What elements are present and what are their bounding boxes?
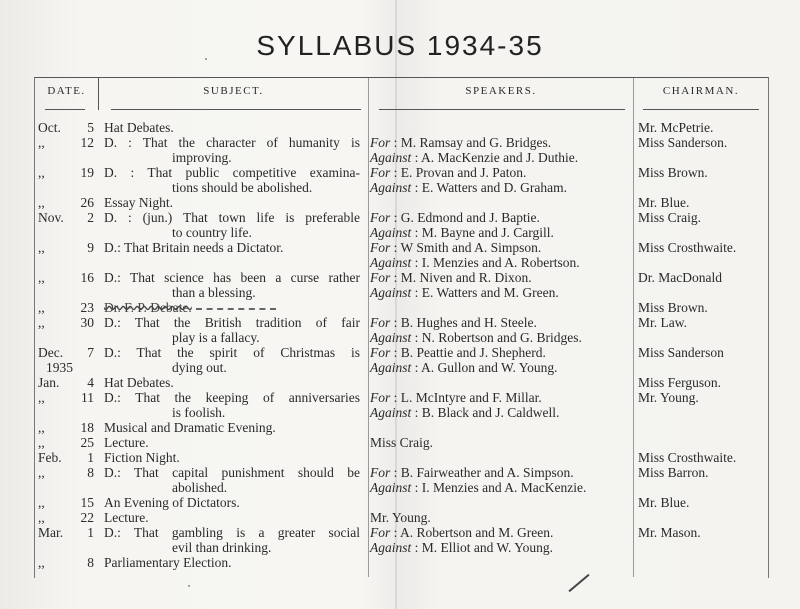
date-month: ,, — [38, 135, 45, 150]
header-chairman: CHAIRMAN. — [662, 85, 740, 97]
speaker-against — [370, 180, 630, 195]
header-speakers: SPEAKERS. — [465, 85, 537, 97]
date-month: ,, — [38, 420, 45, 435]
subject-line: Parliamentary Election. — [104, 555, 232, 570]
subject-line: improving. — [172, 150, 232, 165]
date-day: 25 — [80, 435, 94, 450]
chairman-cell: Mr. Young. — [638, 390, 699, 405]
subject-cell — [104, 165, 360, 195]
date-cell — [38, 555, 94, 570]
subject-cell — [104, 510, 360, 525]
speaker-for — [370, 210, 630, 225]
for-colon: : — [390, 270, 401, 285]
against-label: Against — [370, 285, 412, 300]
date-month: ,, — [38, 270, 45, 285]
subject-line: Lecture. — [104, 510, 149, 525]
subject-line: evil than drinking. — [172, 540, 272, 555]
speaker-for — [370, 165, 630, 180]
date-cell — [38, 315, 94, 330]
column-divider — [368, 78, 369, 577]
date-cell — [38, 420, 94, 435]
against-label: Against — [370, 405, 412, 420]
date-cell — [38, 210, 94, 225]
for-colon: : — [390, 315, 401, 330]
against-label: Against — [370, 180, 412, 195]
subject-cell — [104, 390, 360, 420]
chairman-cell: Miss Crosthwaite. — [638, 240, 737, 255]
year-note: 1935 — [46, 360, 73, 375]
speaker-for — [370, 525, 630, 540]
subject-cell — [104, 195, 360, 210]
header-subject: SUBJECT. — [203, 85, 264, 97]
date-cell — [38, 240, 94, 255]
chairman-cell: Miss Barron. — [638, 465, 709, 480]
chairman-cell: Miss Sanderson. — [638, 135, 728, 150]
for-label: For — [370, 465, 391, 480]
for-colon: : — [390, 210, 401, 225]
chairman-cell: Mr. Blue. — [638, 195, 690, 210]
subject-line: abolished. — [172, 480, 228, 495]
date-month: ,, — [38, 165, 45, 180]
subject-line: Essay Night. — [104, 195, 173, 210]
date-day: 16 — [80, 270, 94, 285]
subject-cell — [104, 420, 360, 435]
subject-line: Lecture. — [104, 435, 149, 450]
speaker-against — [370, 150, 630, 165]
subject-line: D.: That the keeping of anniversaries — [104, 390, 360, 405]
against-names: B. Black and J. Caldwell. — [421, 405, 560, 420]
speaker-against — [370, 255, 630, 270]
chairman-cell: Miss Brown. — [638, 300, 708, 315]
subject-cell — [104, 135, 360, 165]
for-label: For — [370, 240, 391, 255]
subject-line: Musical and Dramatic Evening. — [104, 420, 276, 435]
subject-line: An Evening of Dictators. — [104, 495, 240, 510]
for-label: For — [370, 210, 391, 225]
speaker-against — [370, 360, 630, 375]
subject-line: Hat Debates. — [104, 120, 174, 135]
chairman-cell: Mr. McPetrie. — [638, 120, 714, 135]
date-cell — [38, 525, 94, 540]
date-month: ,, — [38, 495, 45, 510]
subject-line: D.: That the spirit of Christmas is — [104, 345, 360, 360]
date-month: Dec. — [38, 345, 64, 360]
chairman-cell: Mr. Blue. — [638, 495, 690, 510]
date-month: ,, — [38, 240, 45, 255]
against-names: A. MacKenzie and J. Duthie. — [421, 150, 579, 165]
for-label: For — [370, 525, 391, 540]
for-names: G. Edmond and J. Baptie. — [400, 210, 540, 225]
chairman-cell: Miss Craig. — [638, 210, 702, 225]
date-cell — [38, 510, 94, 525]
against-colon: : — [411, 180, 422, 195]
against-colon: : — [411, 405, 422, 420]
date-day: 1 — [87, 525, 94, 540]
against-names: I. Menzies and A. MacKenzie. — [421, 480, 587, 495]
against-names: I. Menzies and A. Robertson. — [421, 255, 580, 270]
paper-speck — [205, 58, 207, 60]
date-cell — [38, 165, 94, 180]
against-label: Against — [370, 225, 412, 240]
speaker-for — [370, 345, 630, 360]
date-cell — [38, 375, 94, 390]
subject-line: is foolish. — [172, 405, 226, 420]
subject-line: tions should be abolished. — [172, 180, 313, 195]
speaker-lecturer: Mr. Young. — [370, 510, 431, 525]
subject-line: D. : That public competitive examina- — [104, 165, 360, 180]
subject-cell — [104, 300, 360, 315]
column-divider — [633, 78, 634, 577]
date-cell — [38, 450, 94, 465]
for-colon: : — [390, 525, 401, 540]
against-colon: : — [411, 330, 422, 345]
speaker-against — [370, 480, 630, 495]
against-names: E. Watters and D. Graham. — [421, 180, 568, 195]
subject-cell — [104, 465, 360, 495]
subject-line: to country life. — [172, 225, 252, 240]
chairman-cell: Miss Brown. — [638, 165, 708, 180]
header-underline — [379, 109, 625, 110]
chairman-cell: Mr. Law. — [638, 315, 687, 330]
date-day: 9 — [87, 240, 94, 255]
chairman-cell: Dr. MacDonald — [638, 270, 722, 285]
against-colon: : — [411, 360, 422, 375]
date-cell — [38, 435, 94, 450]
date-day: 22 — [80, 510, 94, 525]
subject-cell — [104, 270, 360, 300]
against-names: M. Elliot and W. Young. — [421, 540, 554, 555]
date-month: Jan. — [38, 375, 60, 390]
subject-cell — [104, 435, 360, 450]
subject-line: D.: That the British tradition of fair — [104, 315, 360, 330]
date-month: ,, — [38, 300, 45, 315]
for-colon: : — [390, 345, 401, 360]
for-label: For — [370, 135, 391, 150]
date-month: ,, — [38, 510, 45, 525]
against-names: A. Gullon and W. Young. — [421, 360, 558, 375]
date-day: 26 — [80, 195, 94, 210]
date-month: Oct. — [38, 120, 61, 135]
speaker-for — [370, 135, 630, 150]
against-label: Against — [370, 480, 412, 495]
against-colon: : — [411, 255, 422, 270]
subject-cell — [104, 210, 360, 240]
for-label: For — [370, 345, 391, 360]
date-month: ,, — [38, 390, 45, 405]
against-label: Against — [370, 330, 412, 345]
date-month: Mar. — [38, 525, 64, 540]
date-day: 18 — [80, 420, 94, 435]
subject-line: dying out. — [172, 360, 227, 375]
against-colon: : — [411, 285, 422, 300]
date-day: 15 — [80, 495, 94, 510]
subject-cell — [104, 120, 360, 135]
date-cell — [38, 135, 94, 150]
date-day: 8 — [87, 555, 94, 570]
for-label: For — [370, 315, 391, 330]
speaker-for — [370, 315, 630, 330]
strike-dash — [196, 308, 276, 310]
for-names: W Smith and A. Simpson. — [400, 240, 542, 255]
against-label: Against — [370, 150, 412, 165]
for-colon: : — [390, 165, 401, 180]
against-names: E. Watters and M. Green. — [421, 285, 559, 300]
for-names: E. Provan and J. Paton. — [400, 165, 527, 180]
for-names: M. Ramsay and G. Bridges. — [400, 135, 552, 150]
for-names: B. Hughes and H. Steele. — [400, 315, 537, 330]
for-names: B. Fairweather and A. Simpson. — [400, 465, 574, 480]
date-day: 5 — [87, 120, 94, 135]
against-colon: : — [411, 150, 422, 165]
against-names: N. Robertson and G. Bridges. — [421, 330, 582, 345]
against-label: Against — [370, 540, 412, 555]
header-underline — [45, 109, 85, 110]
date-day: 11 — [81, 390, 94, 405]
subject-line: play is a fallacy. — [172, 330, 260, 345]
date-month: ,, — [38, 555, 45, 570]
date-cell — [38, 120, 94, 135]
against-label: Against — [370, 360, 412, 375]
subject-cell — [104, 495, 360, 510]
date-day: 2 — [87, 210, 94, 225]
subject-line: than a blessing. — [172, 285, 256, 300]
subject-line: D.: That capital punishment should be — [104, 465, 360, 480]
speaker-for — [370, 390, 630, 405]
for-colon: : — [390, 390, 401, 405]
speaker-for — [370, 240, 630, 255]
chairman-cell: Mr. Mason. — [638, 525, 701, 540]
against-label: Against — [370, 255, 412, 270]
date-day: 19 — [80, 165, 94, 180]
chairman-cell: Miss Crosthwaite. — [638, 450, 737, 465]
chairman-cell: Miss Sanderson — [638, 345, 724, 360]
subject-line: Fiction Night. — [104, 450, 180, 465]
for-label: For — [370, 390, 391, 405]
for-colon: : — [390, 135, 401, 150]
speaker-for — [370, 270, 630, 285]
subject-line: Dr. F. P. Debate. — [104, 300, 192, 315]
subject-line: D. : That the character of humanity is — [104, 135, 360, 150]
date-cell — [38, 345, 94, 360]
subject-cell — [104, 525, 360, 555]
date-day: 4 — [87, 375, 94, 390]
header-underline — [111, 109, 361, 110]
date-day: 1 — [87, 450, 94, 465]
speaker-against — [370, 225, 630, 240]
date-cell — [38, 195, 94, 210]
for-names: B. Peattie and J. Shepherd. — [400, 345, 546, 360]
date-month: ,, — [38, 435, 45, 450]
subject-cell — [104, 450, 360, 465]
speaker-lecturer: Miss Craig. — [370, 435, 434, 450]
speaker-against — [370, 330, 630, 345]
date-month: ,, — [38, 315, 45, 330]
date-cell — [38, 390, 94, 405]
header-date: DATE. — [47, 85, 86, 97]
date-cell — [38, 495, 94, 510]
for-label: For — [370, 165, 391, 180]
subject-cell — [104, 315, 360, 345]
date-cell — [38, 270, 94, 285]
speaker-for — [370, 465, 630, 480]
subject-line: D.: That science has been a curse rather — [104, 270, 360, 285]
date-cell — [38, 300, 94, 315]
date-month: ,, — [38, 465, 45, 480]
paper-speck — [188, 585, 190, 587]
against-colon: : — [411, 540, 422, 555]
header-underline — [643, 109, 759, 110]
date-day: 23 — [80, 300, 94, 315]
subject-cell — [104, 375, 360, 390]
against-colon: : — [411, 225, 422, 240]
subject-line: D.: That gambling is a greater social — [104, 525, 360, 540]
for-names: A. Robertson and M. Green. — [400, 525, 554, 540]
for-names: L. McIntyre and F. Millar. — [400, 390, 542, 405]
against-colon: : — [411, 480, 422, 495]
subject-cell — [104, 345, 360, 375]
for-label: For — [370, 270, 391, 285]
date-cell — [38, 465, 94, 480]
for-colon: : — [390, 240, 401, 255]
date-month: ,, — [38, 195, 45, 210]
subject-cell — [104, 240, 360, 255]
subject-line: D.: That Britain needs a Dictator. — [104, 240, 284, 255]
for-colon: : — [390, 465, 401, 480]
speaker-against — [370, 405, 630, 420]
date-month: Nov. — [38, 210, 64, 225]
subject-line: Hat Debates. — [104, 375, 174, 390]
subject-cell — [104, 555, 360, 570]
date-day: 7 — [87, 345, 94, 360]
speaker-against — [370, 285, 630, 300]
date-day: 30 — [80, 315, 94, 330]
against-names: M. Bayne and J. Cargill. — [421, 225, 554, 240]
speaker-against — [370, 540, 630, 555]
date-day: 8 — [87, 465, 94, 480]
chairman-cell: Miss Ferguson. — [638, 375, 722, 390]
page-title: SYLLABUS 1934-35 — [256, 30, 544, 61]
date-month: Feb. — [38, 450, 62, 465]
date-day: 12 — [80, 135, 94, 150]
for-names: M. Niven and R. Dixon. — [400, 270, 532, 285]
subject-line: D. : (jun.) That town life is preferable — [104, 210, 360, 225]
